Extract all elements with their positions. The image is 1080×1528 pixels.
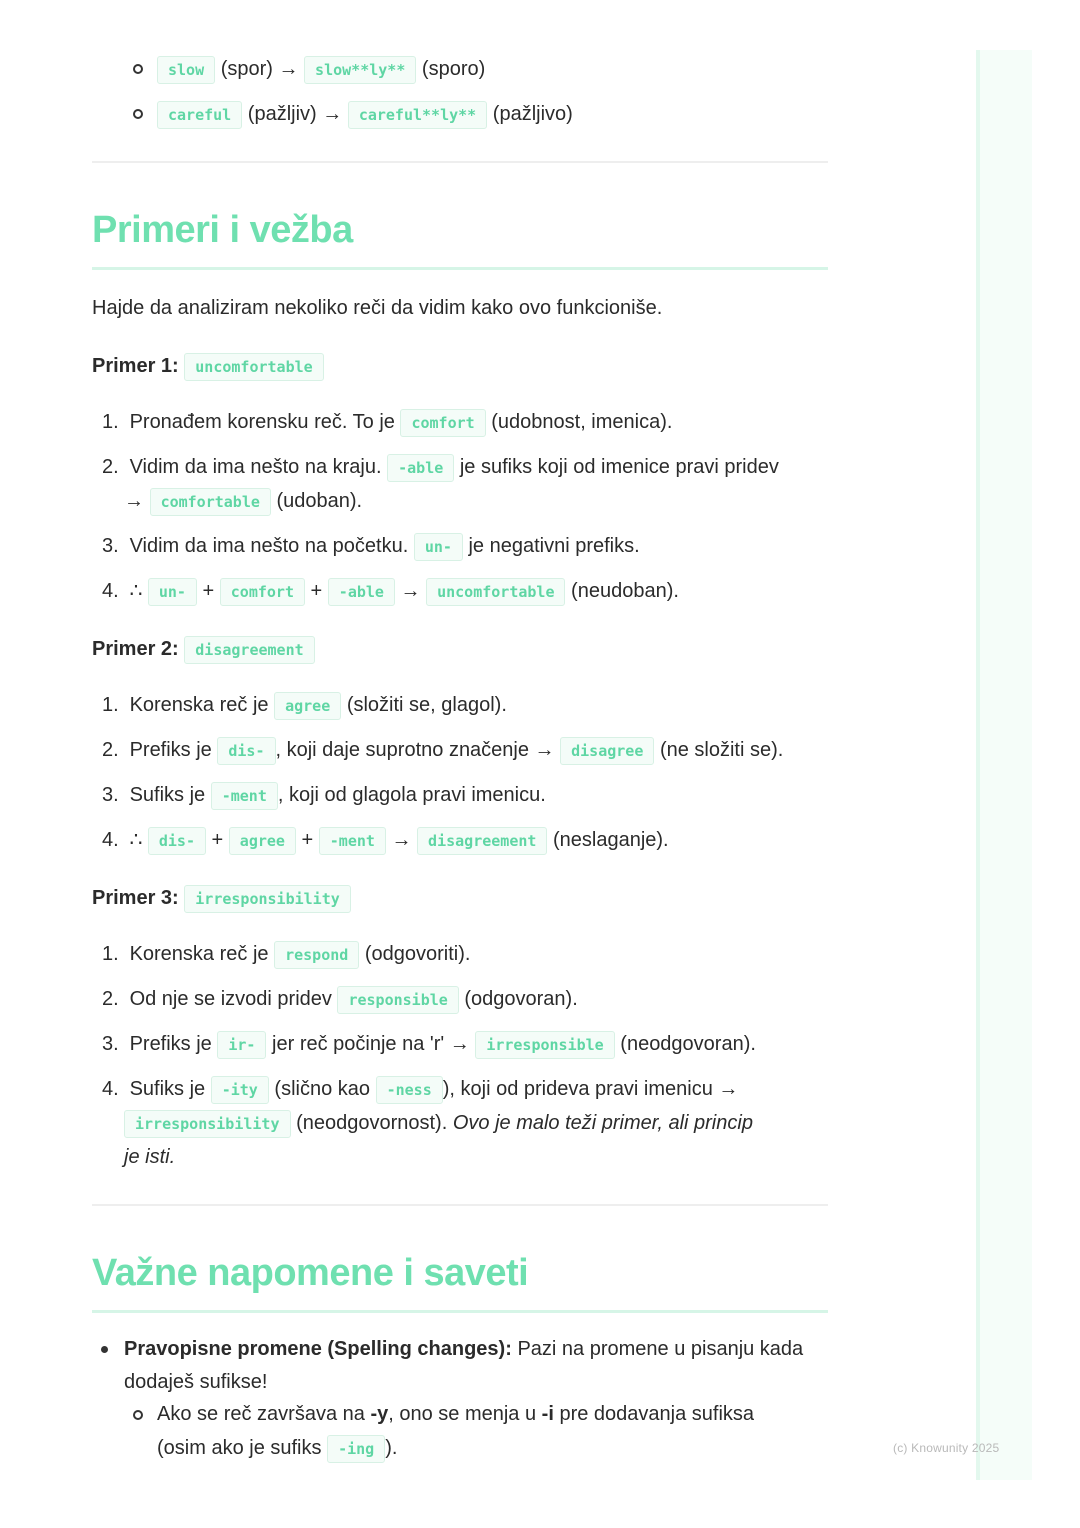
list-item-continued: [124, 1140, 175, 1174]
code-word: responsible: [337, 986, 458, 1014]
code-word: careful**ly**: [348, 101, 487, 129]
heading-underline: [92, 267, 828, 270]
step-text: (odgovoriti).: [364, 943, 471, 965]
bullet-dot: [101, 1346, 108, 1353]
step-number: 2.: [102, 456, 119, 478]
code-word: -ment: [319, 827, 386, 855]
heading-underline: [92, 1310, 828, 1313]
code-word: slow**ly**: [304, 56, 416, 84]
code-word: irresponsibility: [184, 885, 351, 913]
code-word: careful: [157, 101, 242, 129]
step-text: (složiti se, glagol).: [346, 694, 507, 716]
step-text: (udobnost, imenica).: [491, 411, 673, 433]
code-word: irresponsibility: [124, 1110, 291, 1138]
circle-bullet: [133, 64, 143, 74]
example-label: Primer 2:: [92, 638, 179, 660]
sub-list-item-continued: [157, 1431, 397, 1465]
step-number: 4.: [102, 580, 119, 602]
list-item: [102, 450, 779, 484]
list-item: [102, 778, 546, 812]
code-word: disagree: [560, 737, 654, 765]
code-word: uncomfortable: [184, 353, 323, 381]
code-word: comfort: [220, 578, 305, 606]
code-word: -ing: [327, 1435, 385, 1463]
code-word: irresponsible: [475, 1031, 614, 1059]
step-number: 1.: [102, 943, 119, 965]
list-item: [124, 1332, 803, 1366]
bullet-text: ).: [385, 1437, 398, 1459]
code-word: disagreement: [184, 636, 314, 664]
bullet-text: , ono se menja u: [388, 1403, 537, 1425]
step-text: Sufiks je: [129, 1078, 206, 1100]
list-item: [157, 97, 573, 131]
side-border: [976, 50, 980, 1480]
arrow: →: [124, 490, 144, 512]
code-word: ir-: [217, 1031, 266, 1059]
list-item: [102, 688, 507, 722]
italic-note: Ovo je malo teži primer, ali princip: [452, 1112, 753, 1134]
bullet-text: pre dodavanja sufiksa: [559, 1403, 755, 1425]
circle-bullet: [133, 1410, 143, 1420]
code-word: slow: [157, 56, 215, 84]
step-text: , koji od glagola pravi imenicu.: [277, 784, 546, 806]
list-item: [102, 574, 679, 608]
list-item: [102, 1072, 738, 1106]
translation: (pažljivo): [492, 103, 573, 125]
list-item: [102, 937, 470, 971]
bold-term: Pravopisne promene (Spelling changes):: [124, 1338, 512, 1360]
sub-list-item: [157, 1397, 754, 1431]
step-text: Vidim da ima nešto na kraju.: [129, 456, 382, 478]
plus-sign: +: [310, 580, 323, 602]
step-text: Sufiks je: [129, 784, 206, 806]
arrow: →: [322, 103, 343, 125]
step-number: 3.: [102, 535, 119, 557]
step-text: Korenska reč je: [129, 943, 269, 965]
bullet-text: (osim ako je sufiks: [157, 1437, 322, 1459]
code-word: disagreement: [417, 827, 547, 855]
list-item: [102, 529, 640, 563]
list-item: [102, 1027, 756, 1061]
divider: [92, 161, 828, 163]
step-text: (neodgovoran).: [620, 1033, 756, 1055]
list-item-continued: [124, 1106, 753, 1140]
step-number: 4.: [102, 829, 119, 851]
code-word: agree: [274, 692, 341, 720]
step-text: Prefiks je: [129, 739, 212, 761]
plus-sign: +: [211, 829, 224, 851]
step-number: 2.: [102, 739, 119, 761]
plus-sign: +: [301, 829, 314, 851]
translation: (spor): [220, 58, 273, 80]
example-label: Primer 1:: [92, 355, 179, 377]
code-word: un-: [148, 578, 197, 606]
section-heading: Važne napomene i saveti: [92, 1252, 529, 1294]
translation: (pažljiv): [247, 103, 317, 125]
step-number: 2.: [102, 988, 119, 1010]
step-text: ), koji od prideva pravi imenicu →: [442, 1078, 739, 1100]
bullet-text: Ako se reč završava na: [157, 1403, 365, 1425]
step-text: jer reč počinje na 'r' →: [272, 1033, 470, 1055]
code-word: uncomfortable: [426, 578, 565, 606]
italic-note: je isti.: [124, 1146, 176, 1168]
list-item: [102, 982, 578, 1016]
code-word: respond: [274, 941, 359, 969]
example-label: Primer 3:: [92, 887, 179, 909]
step-number: 1.: [102, 411, 119, 433]
code-word: -ity: [211, 1076, 269, 1104]
step-text: (udoban).: [276, 490, 363, 512]
code-word: comfortable: [150, 488, 271, 516]
step-text: (neodgovornost).: [296, 1112, 448, 1134]
step-text: Vidim da ima nešto na početku.: [129, 535, 409, 557]
step-number: 3.: [102, 784, 119, 806]
list-item: [102, 405, 672, 439]
code-word: -able: [328, 578, 395, 606]
list-item-continued: dodaješ sufikse!: [124, 1371, 268, 1393]
step-text: Prefiks je: [129, 1033, 212, 1055]
example-heading: [92, 349, 324, 383]
step-text: , koji daje suprotno značenje →: [275, 739, 555, 761]
divider: [92, 1204, 828, 1206]
translation: (sporo): [421, 58, 486, 80]
step-text: Korenska reč je: [129, 694, 269, 716]
step-number: 1.: [102, 694, 119, 716]
step-text: (ne složiti se).: [659, 739, 784, 761]
example-heading: [92, 632, 315, 666]
arrow: →: [400, 580, 421, 602]
intro-paragraph: Hajde da analiziram nekoliko reči da vidim kako ovo funkcioniše.: [92, 297, 663, 319]
therefore-symbol: ∴: [129, 580, 143, 602]
step-text: (neudoban).: [571, 580, 679, 602]
circle-bullet: [133, 109, 143, 119]
step-text: Pronađem korensku reč. To je: [129, 411, 395, 433]
code-word: agree: [229, 827, 296, 855]
step-text: je sufiks koji od imenice pravi pridev: [459, 456, 779, 478]
bold-term: -i: [541, 1403, 554, 1425]
list-item: [157, 52, 485, 86]
side-strip: [976, 50, 1032, 1480]
code-word: dis-: [148, 827, 206, 855]
arrow: →: [278, 58, 299, 80]
code-word: -able: [387, 454, 454, 482]
therefore-symbol: ∴: [129, 829, 143, 851]
copyright-footer: (c) Knowunity 2025: [893, 1441, 1000, 1455]
bullet-text: Pazi na promene u pisanju kada: [517, 1338, 804, 1360]
step-number: 3.: [102, 1033, 119, 1055]
step-text: (neslaganje).: [552, 829, 669, 851]
list-item: [102, 823, 669, 857]
list-item: [102, 733, 783, 767]
code-word: dis-: [217, 737, 275, 765]
step-number: 4.: [102, 1078, 119, 1100]
code-word: comfort: [400, 409, 485, 437]
plus-sign: +: [202, 580, 215, 602]
example-heading: [92, 881, 351, 915]
step-text: Od nje se izvodi pridev: [129, 988, 332, 1010]
step-text: (odgovoran).: [464, 988, 578, 1010]
section-heading: Primeri i vežba: [92, 209, 353, 251]
arrow: →: [391, 829, 412, 851]
list-item-continued: [124, 484, 362, 518]
step-text: (slično kao: [274, 1078, 371, 1100]
code-word: -ment: [211, 782, 278, 810]
code-word: un-: [414, 533, 463, 561]
bold-term: -y: [370, 1403, 389, 1425]
code-word: -ness: [376, 1076, 443, 1104]
step-text: je negativni prefiks.: [468, 535, 640, 557]
